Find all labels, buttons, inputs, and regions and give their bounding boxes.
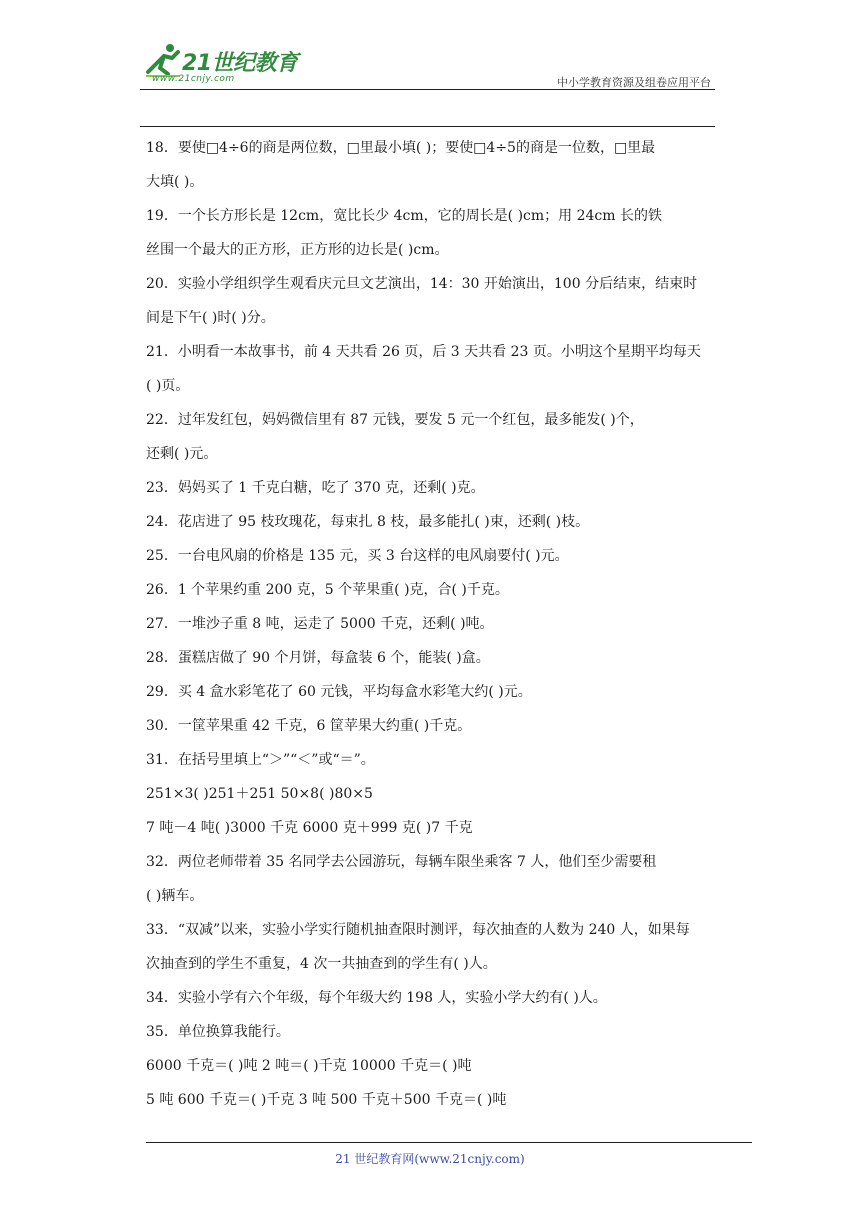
text-line: 20．实验小学组织学生观看庆元旦文艺演出，14：30 开始演出，100 分后结束，结束时 [146,276,698,292]
question-list [146,131,716,1117]
header-divider [140,89,715,90]
text-line: 25．一台电风扇的价格是 135 元，买 3 台这样的电风扇要付( )元。 [146,548,569,564]
page-header [140,40,715,92]
text-line: ( )页。 [146,378,190,394]
footer-link[interactable]: 21 世纪教育网(www.21cnjy.com) [335,1152,525,1166]
text-line: ( )辆车。 [146,888,204,904]
text-line: 间是下午( )时( )分。 [146,310,275,326]
text-line: 32．两位老师带着 35 名同学去公园游玩，每辆车限坐乘客 7 人，他们至少需要租 [146,854,657,870]
text-line: 27．一堆沙子重 8 吨，运走了 5000 千克，还剩( )吨。 [146,616,494,632]
platform-title: 中小学教育资源及组卷应用平台 [557,76,711,89]
text-line: 30．一筐苹果重 42 千克，6 筐苹果大约重( )千克。 [146,718,472,734]
runner-icon [140,42,184,78]
text-line: 还剩( )元。 [146,446,218,462]
text-line: 31．在括号里填上“＞”“＜”或“＝”。 [146,752,375,768]
text-line: 19．一个长方形长是 12cm，宽比长少 4cm，它的周长是( )cm；用 24cm 长的铁 [146,208,662,224]
text-line: 23．妈妈买了 1 千克白糖，吃了 370 克，还剩( )克。 [146,480,485,496]
content-top-divider [140,126,715,127]
text-line: 18．要使□4÷6的商是两位数，□里最小填( )；要使□4÷5的商是一位数，□里最 [146,140,656,156]
logo-text: 21世纪教育 [182,51,298,76]
text-line: 次抽查到的学生不重复，4 次一共抽查到的学生有( )人。 [146,956,497,972]
text-line: 大填( )。 [146,174,204,190]
site-logo[interactable] [140,40,320,92]
text-line: 5 吨 600 千克＝( )千克 3 吨 500 千克＋500 千克＝( )吨 [146,1092,507,1108]
text-line: 34．实验小学有六个年级，每个年级大约 198 人，实验小学大约有( )人。 [146,990,607,1006]
text-line: 29．买 4 盒水彩笔花了 60 元钱，平均每盒水彩笔大约( )元。 [146,684,532,700]
text-line: 26．1 个苹果约重 200 克，5 个苹果重( )克，合( )千克。 [146,582,509,598]
text-line: 24．花店进了 95 枝玫瑰花，每束扎 8 枝，最多能扎( )束，还剩( )枝。 [146,514,590,530]
logo-url: www.21cnjy.com [152,74,235,84]
text-line: 21．小明看一本故事书，前 4 天共看 26 页，后 3 天共看 23 页。小明这个星期平均每天 [146,344,701,360]
text-line: 7 吨－4 吨( )3000 千克 6000 克＋999 克( )7 千克 [146,820,473,836]
text-line: 33．“双减”以来，实验小学实行随机抽查限时测评，每次抽查的人数为 240 人，如果每 [146,922,690,938]
text-line: 251×3( )251＋251 50×8( )80×5 [146,786,373,802]
footer-divider [146,1142,752,1143]
text-line: 35．单位换算我能行。 [146,1024,290,1040]
text-line: 6000 千克＝( )吨 2 吨＝( )千克 10000 千克＝( )吨 [146,1058,472,1074]
text-line: 28．蛋糕店做了 90 个月饼，每盒装 6 个，能装( )盒。 [146,650,490,666]
text-line: 22．过年发红包，妈妈微信里有 87 元钱，要发 5 元一个红包，最多能发( )个， [146,412,644,428]
text-line: 丝围一个最大的正方形，正方形的边长是( )cm。 [146,242,449,258]
